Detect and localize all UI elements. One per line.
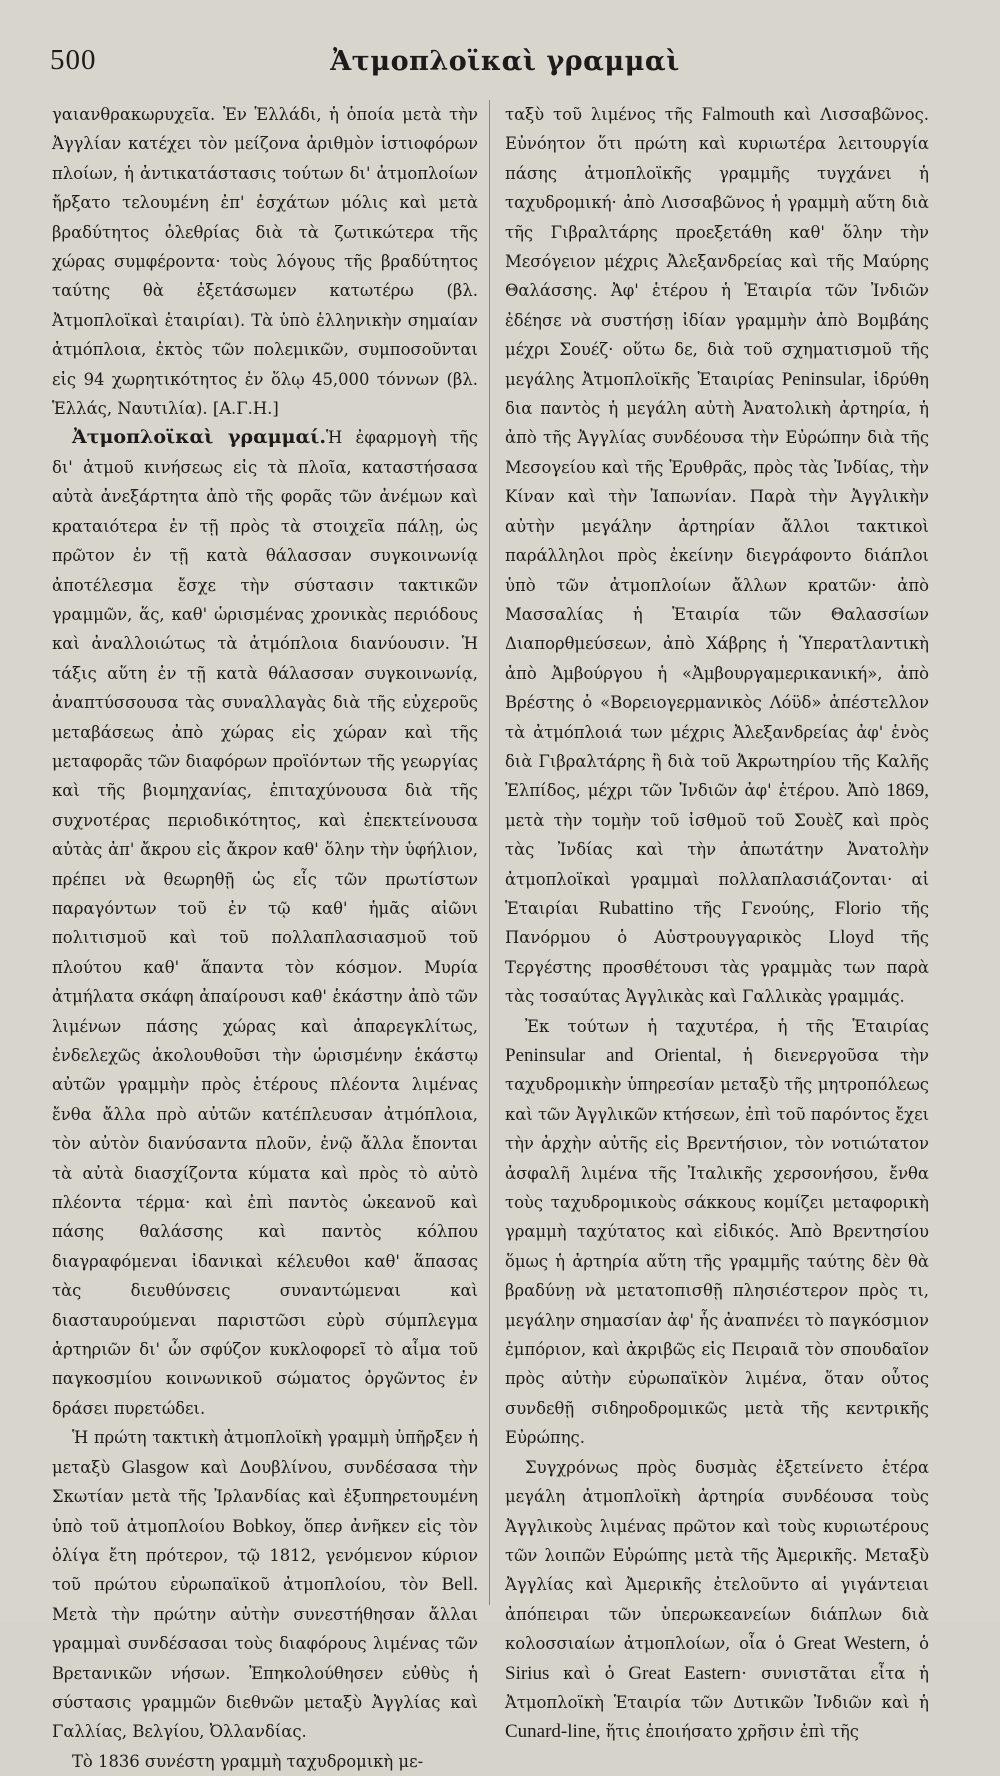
paragraph-1836 xyxy=(52,1747,478,1776)
paragraph-text: καὶ ὁ xyxy=(563,1663,615,1683)
paragraph-intro xyxy=(52,100,478,423)
ship-name: Great Eastern· xyxy=(628,1662,748,1684)
page-header xyxy=(50,44,960,84)
paragraph-text: Ἐκ τούτων ἡ ταχυτέρα, ἡ τῆς Ἑταιρίας xyxy=(525,1016,929,1036)
running-head: Ἀτμοπλοϊκαὶ γραμμαὶ xyxy=(330,46,680,77)
paragraph-peninsular xyxy=(505,1012,929,1453)
company-name: Lloyd xyxy=(828,927,874,949)
company-name: Florio xyxy=(834,897,882,919)
company-name: Rubattino xyxy=(598,897,674,919)
paragraph-text: τῆς Γενούης, xyxy=(693,898,816,918)
paragraph-text: ὅπερ ἀνῆκεν εἰς τὸν ὀλίγα ἔτη πρότερον, τῷ 1812, γενόμενον κύριον τοῦ πρώτου εὐρωπαϊκοῦ ἀτμοπλοίου, τὸν xyxy=(52,1516,478,1595)
paragraph-text: ἥτις ἐποιήσατο χρῆσιν ἐπὶ τῆς xyxy=(605,1722,859,1742)
paragraph-text: ἡ διενεργοῦσα τὴν ταχυδρομικὴν ὑπηρεσίαν μεταξὺ τῆς μητροπόλεως καὶ τῶν Ἀγγλικῶν κτήσεων, ἐπὶ τοῦ παρόντος ἔχει τὴν ἀρχὴν αὐτῆς εἰς Βρεντήσιον, τὸν νοτιώτατον ἀσφαλῆ λιμένα τῆς Ἰταλικῆς χερσονήσου, ἔνθα τοὺς ταχυδρομικοὺς σάκκους κομίζει μεταφορικὴ γραμμὴ ταχύτατος καὶ εἰδικός. Ἀπὸ Βρεντησίου ὅμως ἡ ἀρτηρία αὕτη τῆς γραμμῆς ταύτης δὲν θὰ βραδύνῃ νὰ μετατοπισθῇ πλησιέστερον πρὸς τι, μεγάλην σημασίαν ἀφ' ἧς ἀναπνέει τὸ παγκόσμιον ἐμπόριον, καὶ ἀκριβῶς εἰς Πειραιᾶ τὸν σπουδαῖον πρὸς αὐτὴν εὐρωπαϊκὸν λιμένα, ὅταν οὗτος συνδεθῇ σιδηροδρομικῶς μετὰ τῆς κεντρικῆς Εὐρώπης. xyxy=(505,1046,929,1448)
paragraph-text: Ἡ ἐφαρμογὴ τῆς δι' ἀτμοῦ κινήσεως εἰς τὰ πλοῖα, καταστήσασα αὐτὰ ἀνεξάρτητα ἀπὸ τῆς φορᾶς τῶν ἀνέμων καὶ κραταιότερα ἐν τῇ πρὸς τὰ στοιχεῖα πάλῃ, ὡς πρῶτον ἐν τῇ κατὰ θάλασσαν συγκοινωνίᾳ ἀποτέλεσμα ἔσχε τὴν σύστασιν τακτικῶν γραμμῶν, ἅς, καθ' ὡρισμένας χρονικὰς περιόδους καὶ ἀναλλοιώτως τὰ ἀτμόπλοια διανύουσιν. Ἡ τάξις αὕτη ἐν τῇ κατὰ θάλασσαν συγκοινωνίᾳ, ἀναπτύσσουσα τὰς συναλλαγὰς διὰ τῆς εὐχεροῦς μεταβάσεως ἀπὸ χώρας εἰς χώραν καὶ τῆς μεταφορᾶς τῶν διαφόρων προϊόντων τῆς γεωργίας καὶ τῆς βιομηχανίας, ἐπιταχύνουσα διὰ τῆς συχνοτέρας περιοδικότητος, καὶ ἐπεκτείνουσα αὐτὰς ἀπ' ἄκρου εἰς ἄκρον καθ' ὅλην τὴν ὑφήλιον, πρέπει νὰ θεωρηθῇ ὡς εἷς τῶν πρωτίστων παραγόντων τοῦ ἐν τῷ καθ' ἡμᾶς αἰῶνι πολιτισμοῦ καὶ τοῦ πολλαπλασιασμοῦ τοῦ πλούτου καθ' ἅπαντα τὸν κόσμον. Μυρία ἀτμήλατα σκάφη ἀπαίρουσι καθ' ἑκάστην ἀπὸ τῶν λιμένων πάσης χώρας καὶ ἀπαρεγκλίτως, ἐνδελεχῶς ἀκολουθοῦσι τὴν ὡρισμένην ἑκάστῳ αὐτῶν γραμμὴν πρὸς ἑτέρους πλέοντα λιμένας ἔνθα ἄλλα πρὸ αὐτῶν κατέπλευσαν ἀτμόπλοια, τὸν αὐτὸν διανύσαντα πλοῦν, ἐνῷ ἄλλα ἔπονται τὰ αὐτὰ διασχίζοντα κύματα καὶ πρὸς τὸ αὐτὸ πλέοντα τέρμα· καὶ ἐπὶ παντὸς ὠκεανοῦ καὶ πάσης θαλάσσης καὶ παντὸς κόλπου διαγραφόμεναι ἰδανικαὶ κέλευθοι καθ' ἅπασας τὰς διευθύνσεις συναντώμεναι καὶ διασταυρούμεναι παριστῶσι εὐρὺ σύμπλεγμα ἀρτηριῶν δι' ὧν σφύζον κυκλοφορεῖ τὸ αἷμα τοῦ παγκοσμίου κοινωνικοῦ σώματος ὀργῶντος ἐν δράσει πυρετώδει. xyxy=(52,428,478,1418)
column-divider xyxy=(489,100,490,1605)
page-number: 500 xyxy=(50,44,97,76)
right-column xyxy=(505,100,929,1747)
company-name: Peninsular, xyxy=(781,368,866,390)
left-column xyxy=(52,100,478,1776)
company-name: Cunard-line, xyxy=(505,1721,601,1743)
place-name: Falmouth xyxy=(701,104,775,125)
paragraph-text: Ἡ πρώτη τακτικὴ ἀτμοπλοϊκὴ γραμμὴ ὑπῆρξεν ἡ μεταξὺ xyxy=(52,1428,478,1477)
paragraph-continued xyxy=(505,100,929,1012)
year: 1869, xyxy=(886,780,929,802)
ship-name: Sirius xyxy=(505,1662,550,1684)
company-name: Peninsular and Oriental, xyxy=(505,1045,722,1066)
paragraph-first-line xyxy=(52,1423,478,1746)
paragraph-text: τῆς Πανόρμου ὁ Αὐστρουγγαρικὸς xyxy=(505,898,930,948)
paragraph-text: καὶ Δουβλίνου, συνδέσασα τὴν Σκωτίαν μετὰ τῆς Ἰρλανδίας καὶ ἐξυπηρετουμένη ὑπὸ τοῦ ἀτμοπλοίου xyxy=(52,1457,478,1536)
paragraph-text: ταξὺ τοῦ λιμένος τῆς xyxy=(505,105,693,124)
paragraph-text: Συγχρόνως πρὸς δυσμὰς ἐξετείνετο ἑτέρα μεγάλη ἀτμοπλοϊκὴ ἀρτηρία συνδέουσα τοὺς Ἀγγλικοὺς λιμένας πρῶτον καὶ τοὺς κυριωτέρους τῶν λοιπῶν Εὐρώπης μετὰ τῆς Ἀμερικῆς. Μεταξὺ Ἀγγλίας καὶ Ἀμερικῆς ἐτελοῦντο αἱ γιγάντειαι ἀπόπειραι τῶν ὑπερωκεανείων διάπλων διὰ κολοσσιαίων ἀτμοπλοίων, οἷα ὁ xyxy=(505,1457,929,1654)
ship-name: Bell. xyxy=(441,1574,478,1596)
paragraph-text: Τὸ 1836 συνέστη γραμμὴ ταχυδρομικὴ με- xyxy=(72,1751,424,1771)
paragraph-text: Μετὰ τὴν πρώτην αὐτὴν συνεστήθησαν ἄλλαι γραμμαὶ συνδέσασαι τοὺς διαφόρους λιμένας τῶν Βρετανικῶν νήσων. Ἐπηκολούθησεν εὐθὺς ἡ σύστασις γραμμῶν διεθνῶν μεταξὺ Ἀγγλίας καὶ Γαλλίας, Βελγίου, Ὀλλανδίας. xyxy=(52,1604,478,1742)
paragraph-text: συνιστᾶται εἶτα ἡ Ἀτμοπλοϊκὴ Ἑταιρία τῶν Δυτικῶν Ἰνδιῶν καὶ ἡ xyxy=(505,1663,929,1712)
entry-heading: Ἀτμοπλοϊκαὶ γραμμαί. xyxy=(72,426,326,449)
paragraph-text: μετὰ τὴν τομὴν τοῦ ἰσθμοῦ τοῦ Σουὲζ καὶ πρὸς τὰς Ἰνδίας καὶ τὴν ἀπωτάτην Ἀνατολὴν ἀτμοπλοϊκαὶ γραμμαὶ πολλαπλασιάζονται· αἱ Ἑταιρίαι xyxy=(505,810,929,918)
paragraph-text: καὶ Λισσαβῶνος. Εὐνόητον ὅτι πρώτη καὶ κυριωτέρα λειτουργία πάσης ἀτμοπλοϊκῆς γραμμῆς τυγχάνει ἡ ταχυδρομική· ἀπὸ Λισσαβῶνος ἡ γραμμὴ αὕτη διὰ τῆς Γιβραλτάρης προεξετάθη καθ' ὅλην τὴν Μεσόγειον μέχρις Ἀλεξανδρείας καὶ τῆς Μαύρης Θαλάσσης. Ἀφ' ἑτέρου ἡ Ἑταιρία τῶν Ἰνδιῶν ἐδέησε νὰ συστήσῃ ἰδίαν γραμμὴν ἀπὸ Βομβάης μέχρι Σουέζ· οὕτω δε, διὰ τοῦ σχηματισμοῦ τῆς μεγάλης Ἀτμοπλοϊκῆς Ἑταιρίας xyxy=(505,105,929,389)
paragraph-text: ἱδρύθη δια παντὸς ἡ μεγάλη αὐτὴ Ἀνατολικὴ ἀρτηρία, ἡ ἀπὸ τῆς Ἀγγλίας συνδέουσα τὴν Εὐρώπην διὰ τῆς Μεσογείου καὶ τῆς Ἐρυθρᾶς, πρὸς τὰς Ἰνδίας, τὴν Κίναν καὶ τὴν Ἰαπωνίαν. Παρὰ τὴν Ἀγγλικὴν αὐτὴν μεγάλην ἀρτηρίαν ἄλλοι τακτικοὶ παράλληλοι πρὸς ἐκείνην διεγράφοντο διάπλοι ὑπὸ τῶν ἀτμοπλοίων ἄλλων κρατῶν· ἀπὸ Μασσαλίας ἡ Ἑταιρία τῶν Θαλασσίων Διαπορθμεύσεων, ἀπὸ Χάβρης ἡ Ὑπερατλαντικὴ ἀπὸ Ἀμβούργου ἡ «Ἀμβουργαμερικανική», ἀπὸ Βρέστης ὁ «Βορειογερμανικὸς Λόϋδ» ἀπέστελλον τὰ ἀτμόπλοιά των μέχρις Ἀλεξανδρείας ἀφ' ἑνὸς διὰ Γιβραλτάρης ἢ διὰ τοῦ Ἀκρωτηρίου τῆς Καλῆς Ἐλπίδος, μέχρι τῶν Ἰνδιῶν ἀφ' ἑτέρου. Ἀπὸ xyxy=(505,369,929,801)
paragraph-text: ὁ xyxy=(919,1634,929,1654)
ship-name: Bobkoy, xyxy=(232,1515,297,1537)
author-signature: [Α.Γ.Η.] xyxy=(212,399,279,419)
place-name: Glasgow xyxy=(121,1456,190,1478)
paragraph-atlantic xyxy=(505,1453,929,1747)
paragraph-text: τῆς Τεργέστης προσθέτουσι τὰς γραμμὰς των παρὰ τὰς τοσαύτας Ἀγγλικὰς καὶ Γαλλικὰς γραμμάς. xyxy=(505,928,929,1007)
paragraph-entry xyxy=(52,423,478,1423)
ship-name: Great Western, xyxy=(793,1633,911,1655)
paragraph-text: γαιανθρακωρυχεῖα. Ἐν Ἑλλάδι, ἡ ὁποία μετὰ τὴν Ἀγγλίαν κατέχει τὸν μείζονα ἀριθμὸν ἱστιοφόρων πλοίων, ἡ ἀντικατάστασις τούτων δι' ἀτμοπλοίων ἤρξατο τελουμένη ἐπ' ἐσχάτων μόλις καὶ μετὰ βραδύτητος ὀλεθρίας διὰ τὰ ζωτικώτερα τῆς χώρας συμφέροντα· τοὺς λόγους τῆς βραδύτητος ταύτης θὰ ἐξετάσωμεν κατωτέρω (βλ. Ἀτμοπλοϊκαὶ ἑταιρίαι). Τὰ ὑπὸ ἑλληνικὴν σημαίαν ἀτμόπλοια, ἐκτὸς τῶν πολεμικῶν, συμποσοῦνται εἰς 94 χωρητικότητος ἐν ὅλῳ 45,000 τόννων (βλ. Ἑλλάς, Ναυτιλία). xyxy=(52,105,478,419)
